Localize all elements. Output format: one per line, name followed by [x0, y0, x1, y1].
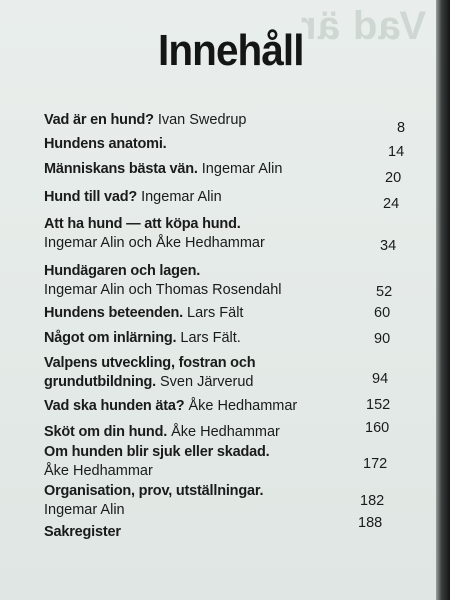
- toc-title: Hundens beteenden.: [44, 305, 183, 321]
- toc-author: Lars Fält.: [180, 330, 241, 346]
- toc-page-number: 94: [372, 371, 389, 387]
- toc-title: Organisation, prov, utställningar.: [44, 483, 264, 499]
- toc-author: Ingemar Alin: [201, 161, 283, 177]
- toc-title: Valpens utveckling, fostran och: [44, 355, 256, 371]
- page-title: Innehåll: [158, 26, 304, 75]
- toc-title: grundutbildning.: [44, 374, 156, 390]
- toc-author: Ingemar Alin och Thomas Rosendahl: [44, 282, 282, 298]
- toc-author: Ingemar Alin: [141, 189, 222, 205]
- toc-title: Något om inlärning.: [44, 330, 177, 346]
- toc-title: Hundägaren och lagen.: [44, 263, 201, 279]
- toc-title: Människans bästa vän.: [44, 161, 198, 177]
- toc-page-number: 60: [374, 305, 391, 321]
- toc-page-number: 20: [385, 170, 402, 186]
- toc-page-number: 182: [360, 493, 385, 509]
- toc-author: Ingemar Alin och Åke Hedhammar: [44, 235, 265, 251]
- toc-title: Hundens anatomi.: [44, 136, 167, 152]
- toc-author: Ivan Swedrup: [157, 112, 247, 128]
- toc-title: Vad ska hunden äta?: [44, 398, 185, 414]
- toc-author: Lars Fält: [187, 305, 244, 321]
- show-through-text: Vad är: [300, 4, 427, 48]
- toc-title: Hund till vad?: [44, 189, 138, 205]
- toc-page-number: 90: [374, 331, 391, 347]
- toc-page-number: 8: [397, 120, 406, 136]
- toc-title: Att ha hund — att köpa hund.: [44, 216, 241, 232]
- toc-page-number: 152: [366, 397, 391, 413]
- toc-title: Om hunden blir sjuk eller skadad.: [44, 444, 270, 460]
- toc-author: Sven Järverud: [160, 374, 254, 390]
- toc-author: Åke Hedhammar: [44, 463, 153, 479]
- book-spine-edge: [436, 0, 450, 600]
- toc-page-number: 52: [376, 284, 393, 300]
- toc-title: Sköt om din hund.: [44, 424, 168, 440]
- toc-author: Ingemar Alin: [44, 502, 125, 518]
- toc-page-number: 24: [383, 196, 400, 212]
- toc-author: Åke Hedhammar: [171, 424, 280, 440]
- toc-page-number: 160: [365, 420, 390, 436]
- toc-title: Vad är en hund?: [44, 112, 154, 128]
- toc-author: Åke Hedhammar: [188, 398, 298, 414]
- toc-page-number: 34: [380, 238, 397, 254]
- toc-page-number: 172: [363, 456, 388, 472]
- toc-page-number: 188: [358, 515, 383, 531]
- toc-title: Sakregister: [44, 524, 121, 540]
- toc-page-number: 14: [388, 144, 405, 160]
